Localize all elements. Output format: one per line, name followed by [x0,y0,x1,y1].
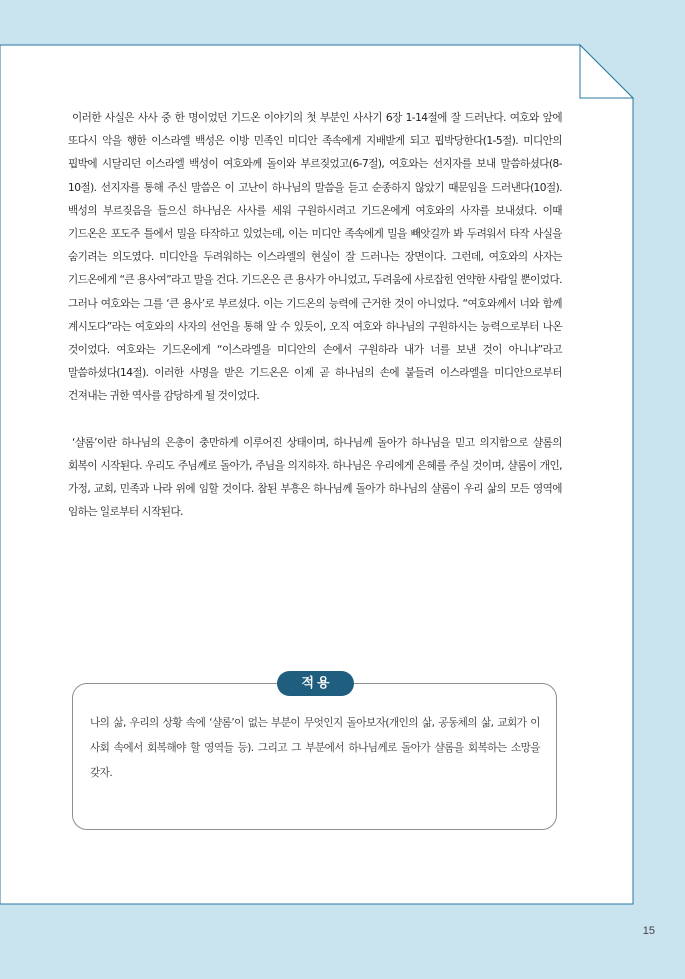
body-text [68,107,562,524]
apply-title: 적용 [277,671,354,696]
paragraph-shalom: ‘샬롬’이란 하나님의 은총이 충만하게 이루어진 상태이며, 하나님께 돌아가 하나님을 믿고 의지함으로 샬롬의 회복이 시작된다. 우리도 주님께로 돌아가, 주님을 의지하자. 하나님은 우리에게 은혜를 주실 것이며, 샬롬이 개인, 가정, 교회, 민족과 나라 위에 임할 것이다. 참된 부흥은 하나님께 돌아가 하나님의 샬롬이 우리 삶의 모든 영역에 임하는 일로부터 시작된다. [68,436,562,519]
paragraph-gideon: 이러한 사실은 사사 중 한 명이었던 기드온 이야기의 첫 부분인 사사기 6장 1-14절에 잘 드러난다. 여호와 앞에 또다시 악을 행한 이스라엘 백성은 이방 민족인 미디안 족속에게 지배받게 되고 핍박당한다(1-5절). 미디안의 핍박에 시달리던 이스라엘 백성이 여호와께 돌이와 부르짖었고(6-7절), 여호와는 선지자를 보내 말씀하셨다(8-10절). 선지자를 통해 주신 말씀은 이 고난이 하나님의 말씀을 듣고 순종하지 않았기 때문임을 드러낸다(10절). 백성의 부르짖음을 들으신 하나님은 사사를 세워 구원하시려고 기드온에게 여호와의 사자를 보내셨다. 이때 기드온은 포도주 틀에서 밀을 타작하고 있었는데, 이는 미디안 족속에게 밀을 빼앗길까 봐 두려워서 타작 사실을 숨기려는 의도였다. 미디안을 두려워하는 이스라엘의 현실이 잘 드러나는 장면이다. 그런데, 여호와의 사자는 기드온에게 “큰 용사여”라고 말을 건다. 기드온은 큰 용사가 아니었고, 두려움에 사로잡힌 연약한 사람일 뿐이었다. 그러나 여호와는 그를 ‘큰 용사’로 부르셨다. 이는 기드온의 능력에 근거한 것이 아니었다. “여호와께서 너와 함께 계시도다”라는 여호와의 사자의 선언을 통해 알 수 있듯이, 오직 여호와 하나님의 구원하시는 능력으로부터 나온 것이었다. 여호와는 기드온에게 “이스라엘을 미디안의 손에서 구원하라 내가 너를 보낸 것이 아니냐”라고 말씀하셨다(14절). 이러한 사명을 받은 기드온은 이제 곧 하나님의 손에 붙들려 이스라엘을 미디안으로부터 건져내는 귀한 역사를 감당하게 될 것이었다. [68,112,562,403]
page-number: 15 [642,925,655,937]
folded-corner [580,45,633,98]
apply-text: 나의 삶, 우리의 상황 속에 ‘샬롬’이 없는 부분이 무엇인지 돌아보자(개인의 삶, 공동체의 삶, 교회가 이 사회 속에서 회복해야 할 영역들 등). 그리고 그 부분에서 하나님께로 돌아가 샬롬을 회복하는 소망을 갖자. [90,717,540,779]
